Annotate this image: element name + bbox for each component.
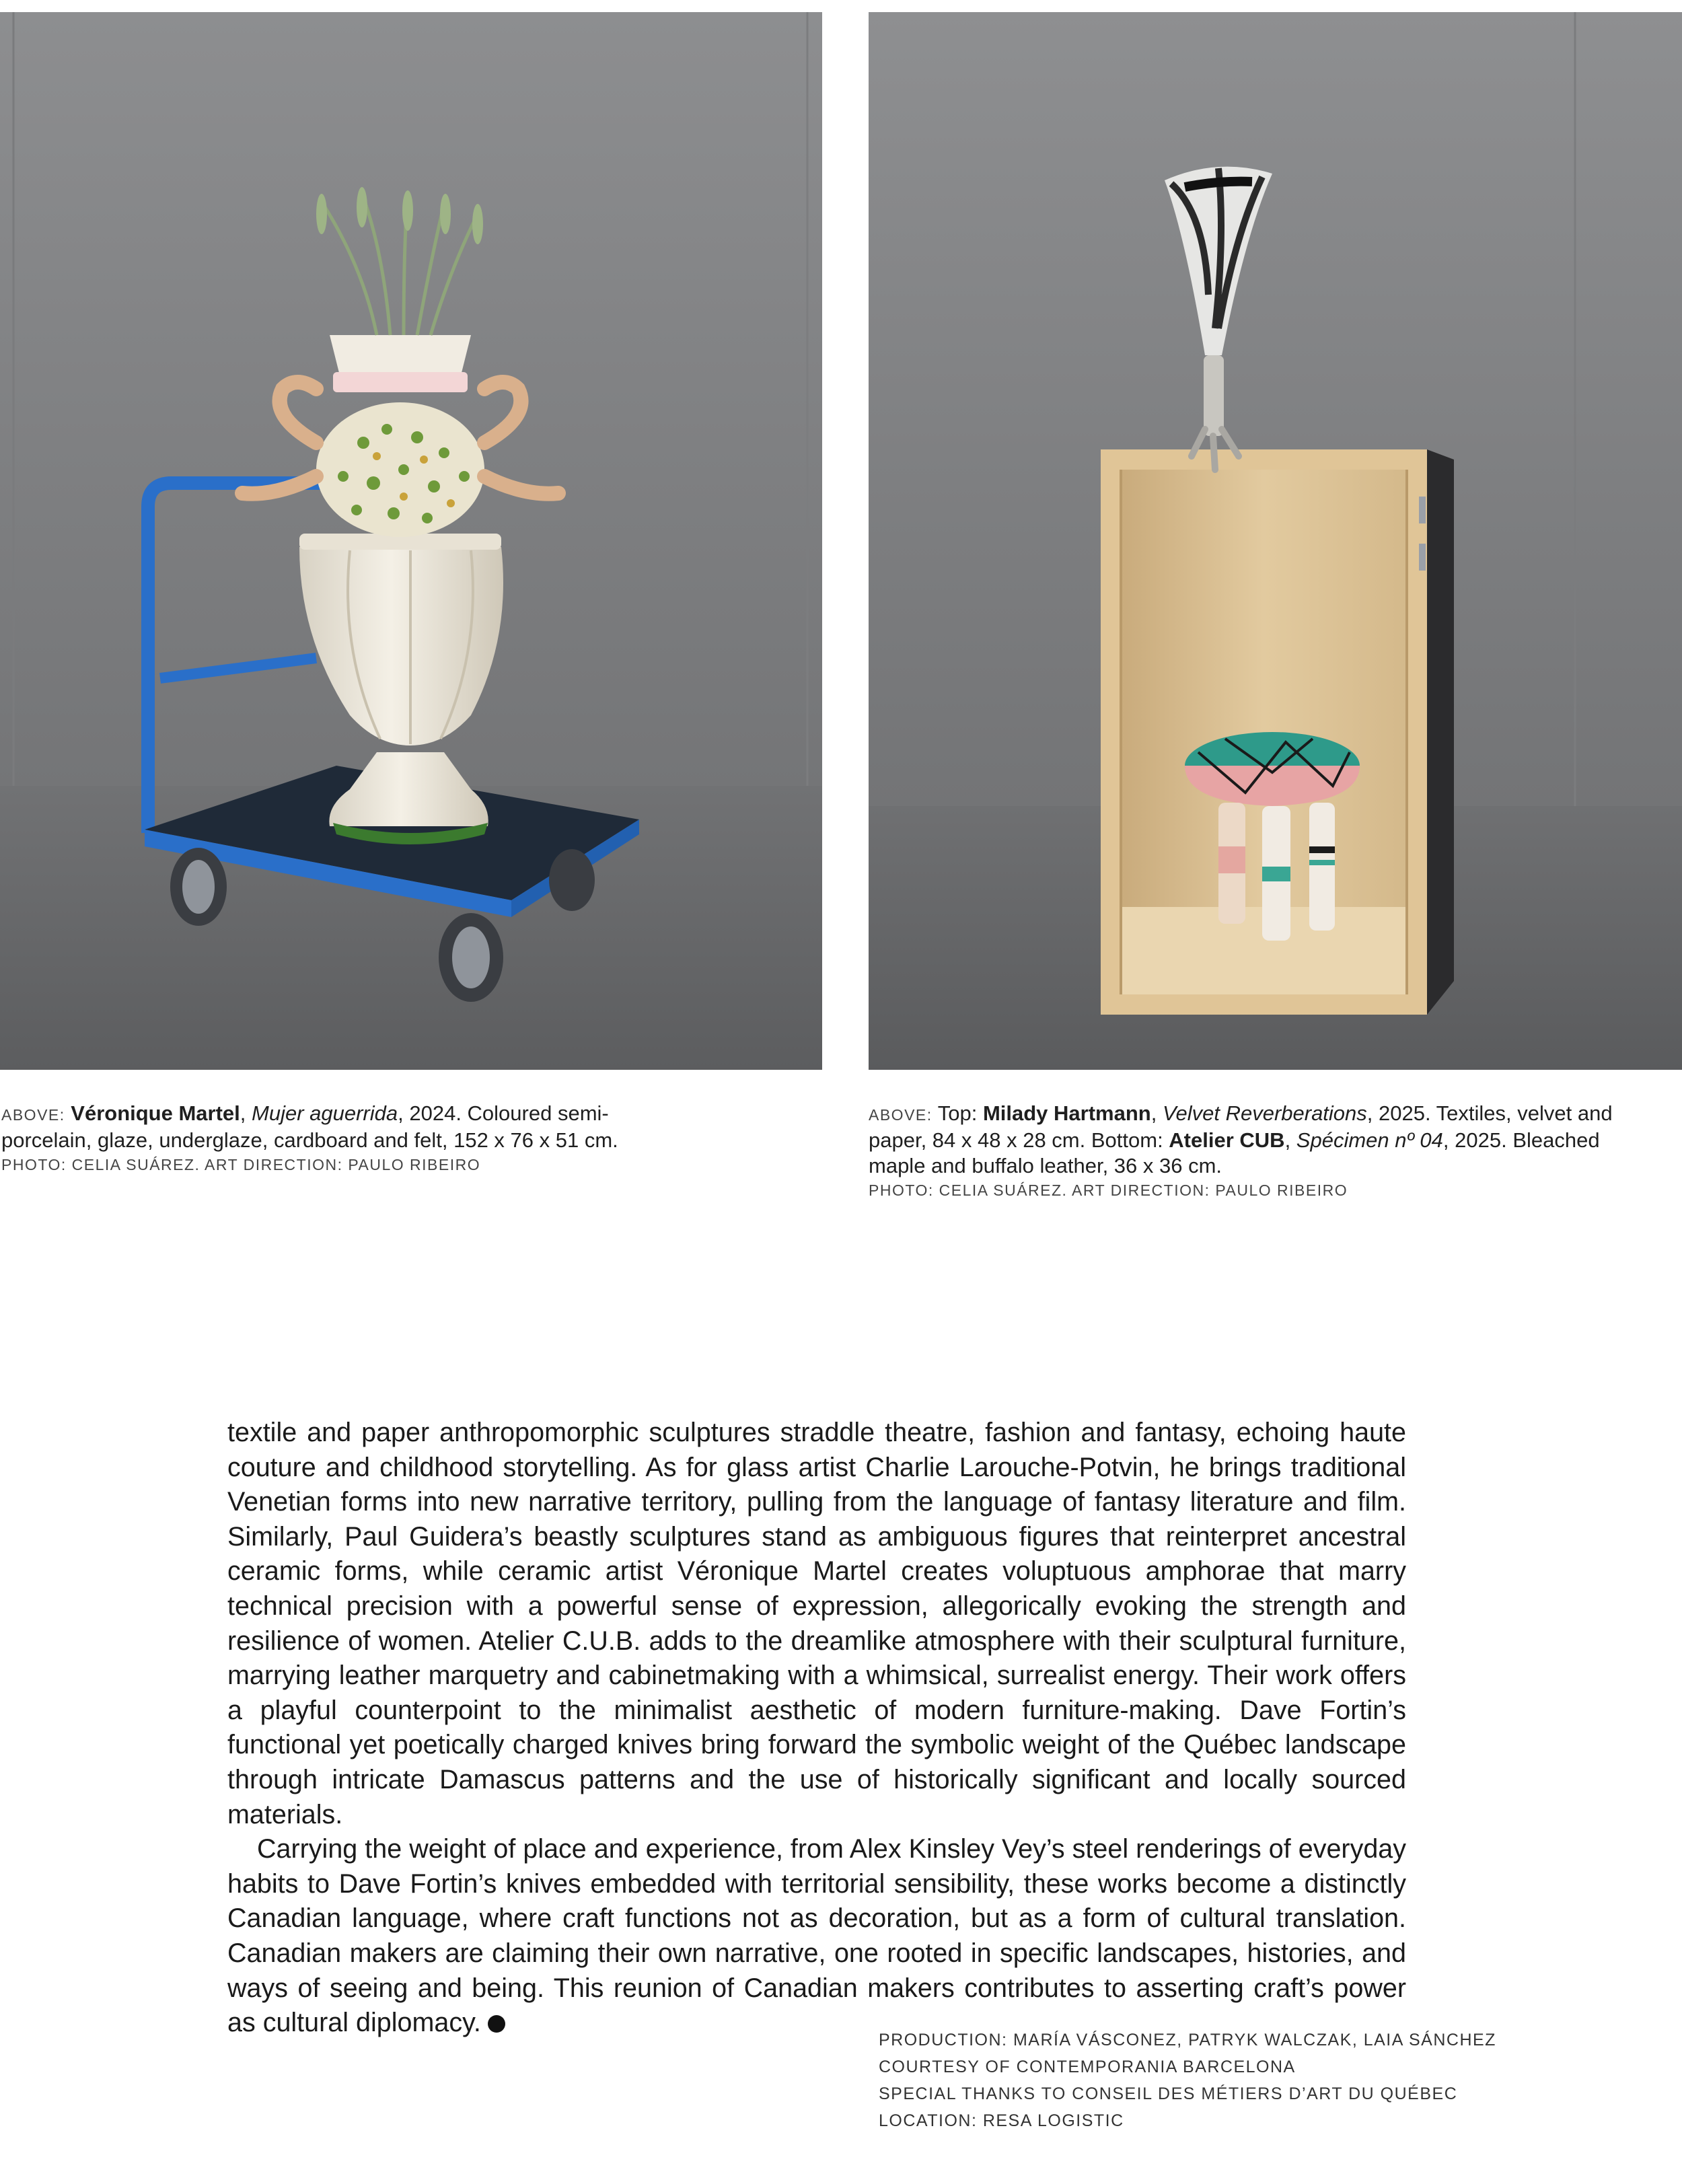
caption-details-2: , 2025. Bleached maple and buffalo leather, 36 x 36 cm.	[869, 1128, 1600, 1177]
credit-line-thanks: SPECIAL THANKS TO CONSEIL DES MÉTIERS D’ART DU QUÉBEC	[879, 2084, 1458, 2103]
caption-artist-1: Milady Hartmann	[982, 1101, 1151, 1125]
caption-label: ABOVE:	[1, 1106, 65, 1124]
caption-artist: Véronique Martel	[71, 1101, 240, 1125]
caption-top-prefix: Top:	[937, 1101, 983, 1125]
caption-right	[869, 1101, 1622, 1202]
caption-separator: ,	[240, 1101, 252, 1125]
credit-line-production: PRODUCTION: MARÍA VÁSCONEZ, PATRYK WALCZAK, LAIA SÁNCHEZ	[879, 2031, 1496, 2049]
photo-credit: PHOTO: CELIA SUÁREZ. ART DIRECTION: PAULO RIBEIRO	[1, 1156, 481, 1173]
article-body	[227, 1416, 1406, 2041]
caption-left	[1, 1101, 674, 1176]
article-paragraph-2-text: Carrying the weight of place and experience, from Alex Kinsley Vey’s steel renderings of everyday habits to Dave Fortin’s knives embedded with territorial sensibility, these works become a distinctly Canadian language, where craft functions not as decoration, but as a form of cultural translation. Canadian makers are claiming their own narrative, one rooted in specific landscapes, histories, and ways of seeing and being. This reunion of Canadian makers contributes to asserting craft’s power as cultural diplomacy.	[227, 1834, 1406, 2038]
photo-credit: PHOTO: CELIA SUÁREZ. ART DIRECTION: PAULO RIBEIRO	[869, 1181, 1348, 1199]
caption-title: Mujer aguerrida	[252, 1101, 398, 1125]
caption-title-2: Spécimen nº 04	[1296, 1128, 1443, 1152]
caption-separator-1: ,	[1150, 1101, 1163, 1125]
article-paragraph-1: textile and paper anthropomorphic sculptures straddle theatre, fashion and fantasy, echoing haute couture and childhood storytelling. As for glass artist Charlie Larouche-Potvin, he brings traditional Venetian forms into new narrative territory, pulling from the language of fantasy literature and film. Similarly, Paul Guidera’s beastly sculptures stand as ambiguous figures that reinterpret ancestral ceramic forms, while ceramic artist Véronique Martel creates voluptuous amphorae that marry technical precision with a powerful sense of expression, allegorically evoking the strength and resilience of women. Atelier C.U.B. adds to the dreamlike atmosphere with their sculptural furniture, marrying leather marquetry and cabinetmaking with a whimsical, surrealist energy. Their work offers a playful counterpoint to the minimalist aesthetic of modern furniture-making. Dave Fortin’s functional yet poetically charged knives bring forward the symbolic weight of the Québec landscape through intricate Damascus patterns and the use of historically significant and locally sourced materials.	[227, 1418, 1406, 1829]
credit-line-courtesy: COURTESY OF CONTEMPORANIA BARCELONA	[879, 2058, 1296, 2076]
caption-artist-2: Atelier CUB	[1169, 1128, 1285, 1152]
caption-title-1: Velvet Reverberations	[1162, 1101, 1367, 1125]
caption-separator-2: ,	[1284, 1128, 1296, 1152]
caption-details-1: , 2025. Textiles, velvet and paper, 84 x 48 x 28 cm. Bottom:	[869, 1101, 1613, 1152]
production-credits	[879, 2027, 1551, 2134]
article-paragraph-2	[227, 1832, 1406, 2041]
caption-details: , 2024. Coloured semi-porcelain, glaze, underglaze, cardboard and felt, 152 x 76 x 51 cm.	[1, 1101, 618, 1152]
caption-label: ABOVE:	[869, 1106, 933, 1124]
credit-line-location: LOCATION: RESA LOGISTIC	[879, 2111, 1124, 2130]
photo-crate-with-stool	[869, 12, 1682, 1070]
end-mark-icon	[488, 2015, 505, 2033]
photo-vase-on-cart	[0, 12, 822, 1070]
